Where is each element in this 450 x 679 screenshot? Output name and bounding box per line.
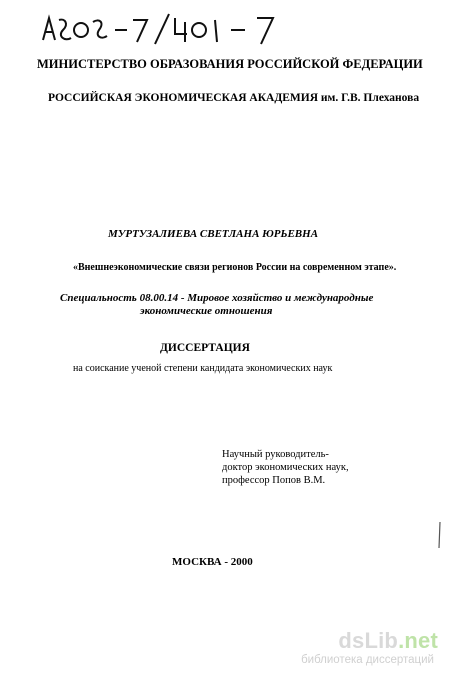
author-name: МУРТУЗАЛИЕВА СВЕТЛАНА ЮРЬЕВНА	[108, 228, 319, 240]
supervisor-block	[222, 448, 349, 487]
supervisor-rank: доктор экономических наук,	[222, 462, 349, 473]
ministry-heading: МИНИСТЕРСТВО ОБРАЗОВАНИЯ РОССИЙСКОЙ ФЕДЕРАЦИИ	[37, 57, 423, 71]
academy-heading: РОССИЙСКАЯ ЭКОНОМИЧЕСКАЯ АКАДЕМИЯ им. Г.В. Плеханова	[48, 92, 420, 104]
degree-line: на соискание ученой степени кандидата экономических наук	[73, 363, 333, 374]
watermark-logo-part1: dsLib	[338, 628, 399, 653]
supervisor-role: Научный руководитель-	[222, 449, 329, 460]
handwritten-archive-number	[35, 10, 295, 50]
thesis-title: «Внешнеэкономические связи регионов России на современном этапе».	[73, 262, 397, 273]
watermark-caption: библиотека диссертаций	[301, 654, 434, 666]
side-scribble-mark	[435, 520, 445, 550]
document-type: ДИССЕРТАЦИЯ	[160, 342, 250, 354]
supervisor-name: профессор Попов В.М.	[222, 475, 326, 486]
specialty-line-2: экономические отношения	[140, 305, 273, 317]
city-year: МОСКВА - 2000	[172, 556, 253, 568]
specialty-line-1: Специальность 08.00.14 - Мировое хозяйство и международные	[60, 292, 374, 304]
watermark-logo	[338, 628, 438, 654]
watermark-logo-part2: .net	[398, 628, 438, 653]
